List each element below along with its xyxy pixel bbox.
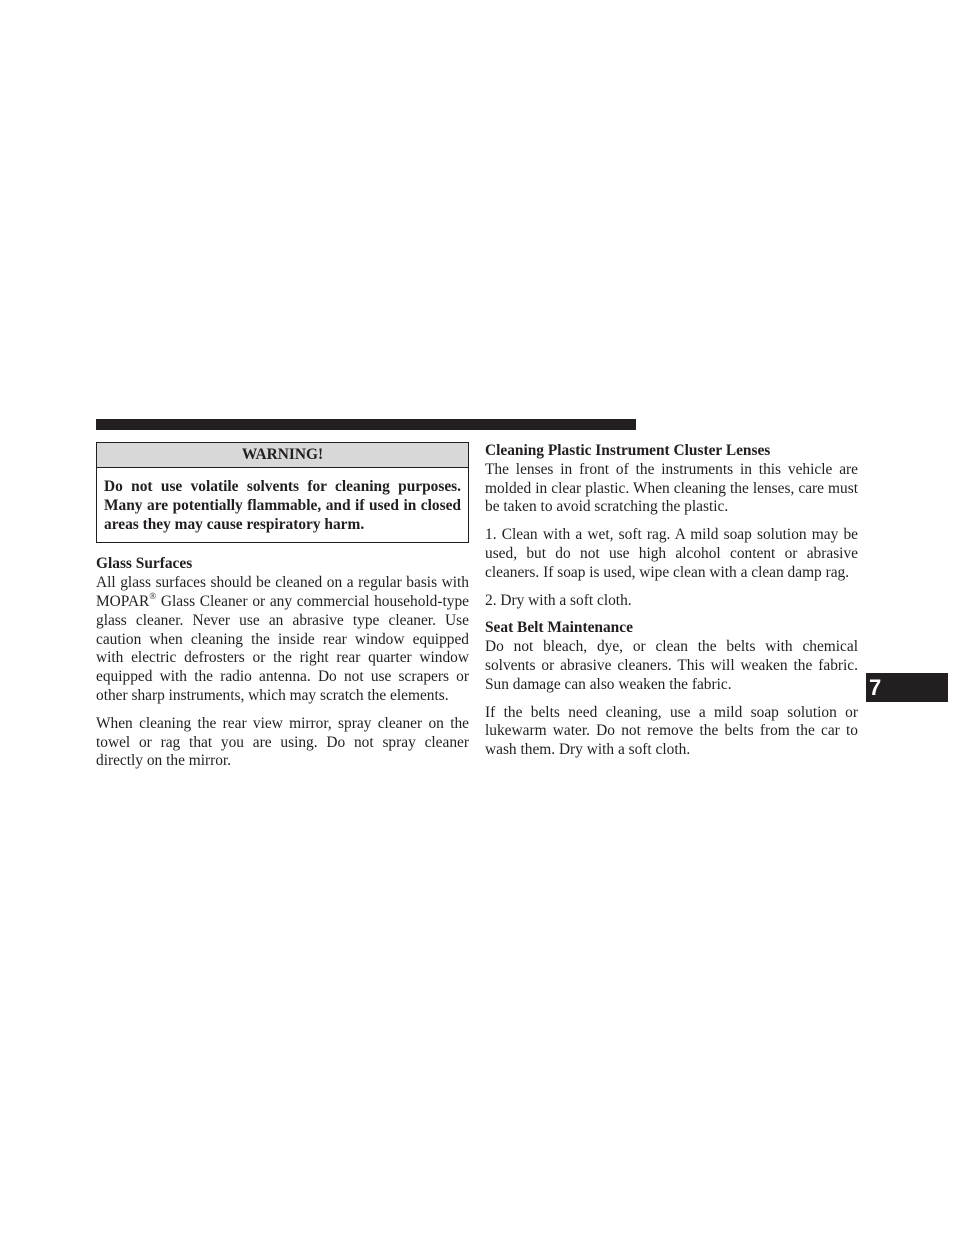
glass-text-b: Glass Cleaner or any commercial household-type glass cleaner. Never use an abrasive type cleaner. Use caution when cleaning the inside rear window equipped with electric defrosters or the right rear quarter window equipped with the radio antenna. Do not use scrapers or other sharp instruments, which may scratch the elements.	[96, 592, 469, 704]
lenses-heading: Cleaning Plastic Instrument Cluster Lenses	[485, 442, 771, 459]
header-rule	[96, 419, 636, 430]
glass-surfaces-paragraph	[96, 574, 469, 706]
mirror-paragraph: When cleaning the rear view mirror, spray cleaner on the towel or rag that you are using. Do not spray cleaner directly on the mirror.	[96, 714, 469, 770]
right-column	[485, 442, 858, 769]
seat-belt-heading: Seat Belt Maintenance	[485, 619, 633, 637]
lenses-step-1: 1. Clean with a wet, soft rag. A mild soap solution may be used, but do not use high alcohol content or abrasive cleaners. If soap is used, wipe clean with a clean damp rag.	[485, 526, 858, 581]
chapter-number: 7	[869, 675, 882, 700]
seat-belt-paragraph-2: If the belts need cleaning, use a mild soap solution or lukewarm water. Do not remove the belts from the car to wash them. Dry with a soft cloth.	[485, 703, 858, 759]
chapter-tab	[866, 673, 948, 702]
glass-text-a: All glass surfaces should be cleaned on a regular basis with MOPAR	[96, 574, 469, 610]
lenses-step-2: 2. Dry with a soft cloth.	[485, 591, 632, 609]
lenses-paragraph: The lenses in front of the instruments in this vehicle are molded in clear plastic. When cleaning the lenses, care must be taken to avoid scratching the plastic.	[485, 460, 858, 516]
left-column	[96, 442, 469, 780]
glass-surfaces-heading: Glass Surfaces	[96, 555, 193, 573]
registered-mark: ®	[149, 590, 157, 601]
warning-title: WARNING!	[97, 443, 468, 468]
seat-belt-paragraph-1: Do not bleach, dye, or clean the belts with chemical solvents or abrasive cleaners. This will weaken the fabric. Sun damage can also weaken the fabric.	[485, 638, 858, 693]
warning-text: Do not use volatile solvents for cleaning purposes. Many are potentially flammable, and if used in closed areas they may cause respiratory harm.	[104, 478, 461, 533]
warning-box	[96, 442, 469, 543]
